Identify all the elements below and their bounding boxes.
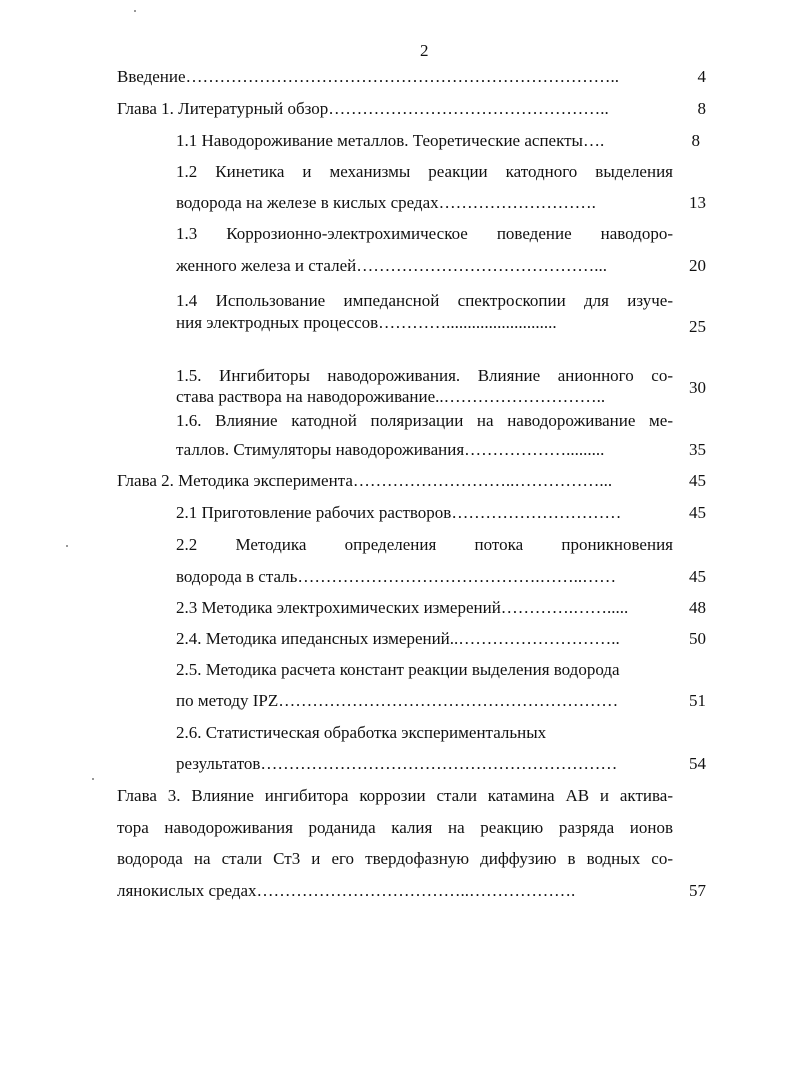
- toc-page: 8: [697, 99, 706, 118]
- toc-title-line: 1.2 Кинетика и механизмы реакции катодного выделения: [176, 162, 673, 181]
- toc-page: 35: [689, 440, 706, 459]
- toc-page: 25: [689, 317, 706, 336]
- toc-title-line: става раствора на наводороживание..………………………..: [176, 387, 606, 406]
- toc-page: 54: [689, 754, 706, 773]
- toc-title: 2.4. Методика ипедансных измерений..………………………..: [176, 629, 620, 648]
- toc-title-line: 1.3 Коррозионно-электрохимическое поведение наводоро-: [176, 224, 673, 243]
- toc-title-line: 2.5. Методика расчета констант реакции выделения водорода: [176, 660, 620, 679]
- toc-title-line: водорода в сталь…………………………………….……..……: [176, 567, 617, 586]
- toc-title-line: 1.5. Ингибиторы наводороживания. Влияние анионного со-: [176, 366, 673, 385]
- toc-page: 20: [689, 256, 706, 275]
- toc-title-line: тора наводороживания роданида калия на реакцию разряда ионов: [117, 818, 673, 837]
- toc-title-line: таллов. Стимуляторы наводороживания……………….........: [176, 440, 605, 459]
- toc-page: 45: [689, 503, 706, 522]
- toc-title-line: 1.6. Влияние катодной поляризации на наводороживание ме-: [176, 411, 673, 430]
- toc-title: 2.1 Приготовление рабочих растворов…………………………: [176, 503, 622, 522]
- toc-page: 48: [689, 598, 706, 617]
- toc-page: 51: [689, 691, 706, 710]
- toc-title-line: водорода на железе в кислых средах……………………….: [176, 193, 596, 212]
- toc-page: 4: [697, 67, 706, 86]
- scan-speck: [134, 10, 136, 12]
- toc-title: Введение…………………………………………………………………..: [117, 67, 620, 86]
- toc-title: 2.3 Методика электрохимических измерений………….…….....: [176, 598, 629, 617]
- toc-page: 45: [689, 471, 706, 490]
- toc-title-line: ния электродных процессов…………..........................: [176, 313, 557, 332]
- scan-speck: [92, 778, 94, 780]
- toc-page: 8: [691, 131, 700, 150]
- toc-title-line: 1.4 Использование импедансной спектроскопии для изуче-: [176, 291, 673, 310]
- scan-speck: [66, 545, 68, 547]
- toc-title: Глава 1. Литературный обзор…………………………………………..: [117, 99, 609, 118]
- toc-page: 30: [689, 378, 706, 397]
- toc-title-line: результатов………………………………………………………: [176, 754, 618, 773]
- toc-title: Глава 2. Методика эксперимента………………………..……………...: [117, 471, 613, 490]
- toc-title-line: 2.2 Методика определения потока проникновения: [176, 535, 673, 554]
- toc-title-line: 2.6. Статистическая обработка экспериментальных: [176, 723, 547, 742]
- toc-title-line: Глава 3. Влияние ингибитора коррозии стали катамина АВ и актива-: [117, 786, 673, 805]
- toc-title: 1.1 Наводороживание металлов. Теоретические аспекты….: [176, 131, 605, 150]
- page-number: 2: [420, 41, 429, 60]
- toc-title-line: водорода на стали Ст3 и его твердофазную диффузию в водных со-: [117, 849, 673, 868]
- toc-title-line: женного железа и сталей……………………………………...: [176, 256, 607, 275]
- toc-title-line: лянокислых средах………………………………..……………….: [117, 881, 576, 900]
- toc-page: 57: [689, 881, 706, 900]
- toc-page: 50: [689, 629, 706, 648]
- toc-page: 45: [689, 567, 706, 586]
- toc-page: 13: [689, 193, 706, 212]
- toc-title-line: по методу IPZ……………………………………………………: [176, 691, 619, 710]
